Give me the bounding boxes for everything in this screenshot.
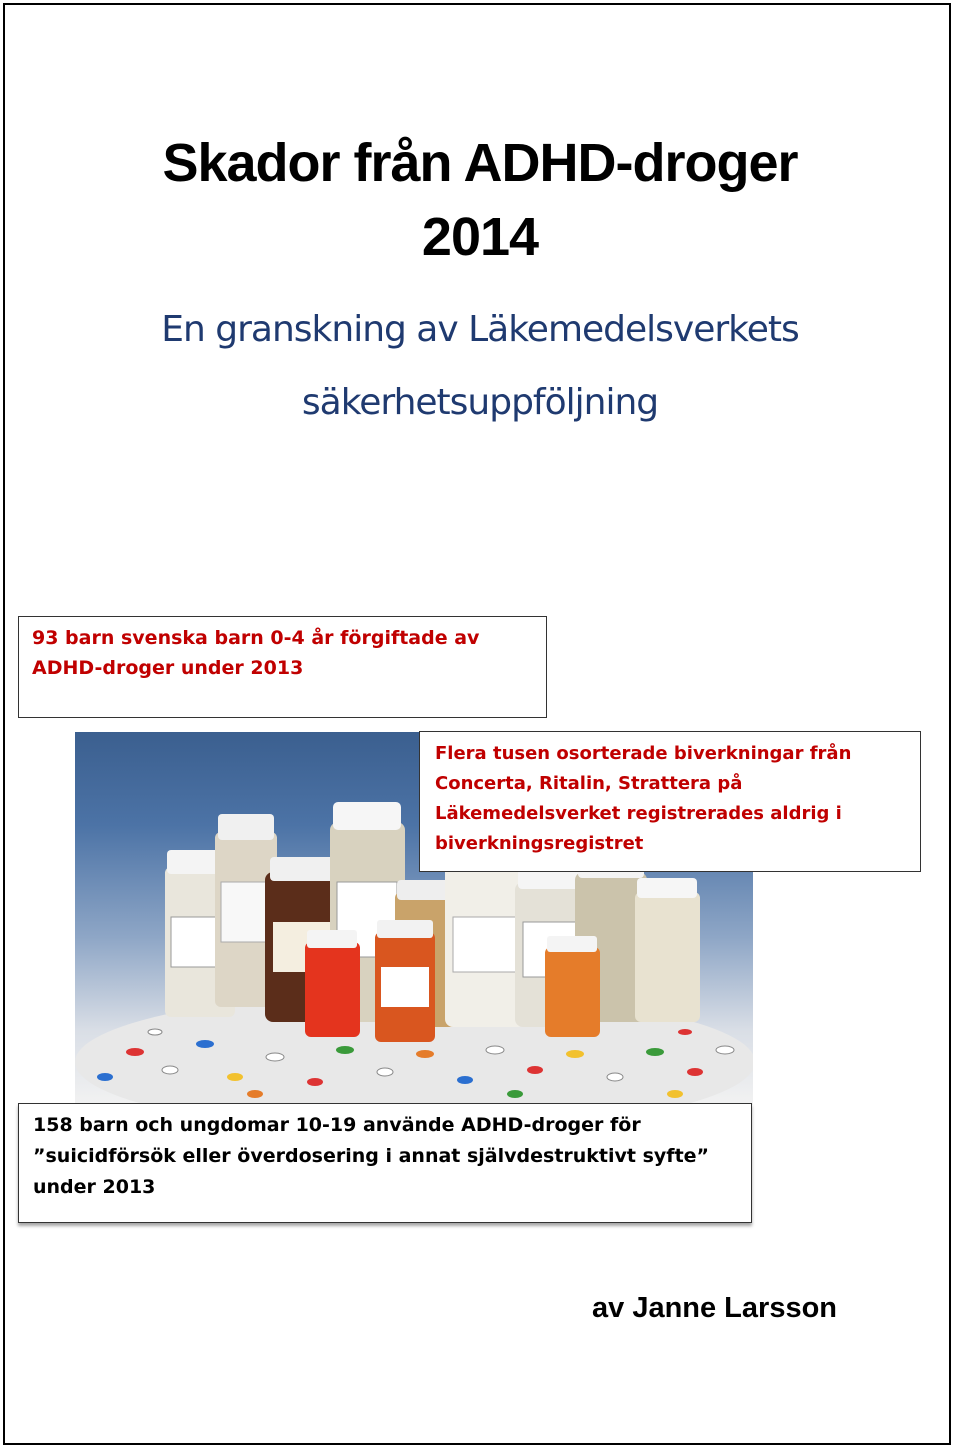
subtitle-line-1: En granskning av Läkemedelsverkets bbox=[161, 309, 799, 350]
callout-text-line: Flera tusen osorterade biverkningar från bbox=[435, 743, 852, 764]
callout-suicide-attempts bbox=[18, 1103, 752, 1223]
callout-text-line: biverkningsregistret bbox=[435, 833, 644, 854]
callout-text-line: ADHD-droger under 2013 bbox=[32, 657, 304, 679]
callout-text-line: Concerta, Ritalin, Strattera på bbox=[435, 773, 743, 794]
subtitle-line-2: säkerhetsuppföljning bbox=[301, 382, 659, 423]
callout-text-line: ”suicidförsök eller överdosering i annat självdestruktivt syfte” bbox=[33, 1145, 710, 1167]
document-year: 2014 bbox=[421, 207, 539, 267]
callout-text-line: 158 barn och ungdomar 10-19 använde ADHD-droger för bbox=[33, 1114, 641, 1136]
document-title: Skador från ADHD-droger bbox=[162, 133, 798, 193]
callout-text-line: under 2013 bbox=[33, 1176, 156, 1198]
callout-text-line: Läkemedelsverket registrerades aldrig i bbox=[435, 803, 842, 824]
callout-unregistered-reports bbox=[419, 731, 921, 872]
callout-poisoned-children bbox=[18, 616, 547, 718]
author-byline: av Janne Larsson bbox=[592, 1292, 837, 1324]
callout-text-line: 93 barn svenska barn 0-4 år förgiftade av bbox=[32, 627, 480, 649]
